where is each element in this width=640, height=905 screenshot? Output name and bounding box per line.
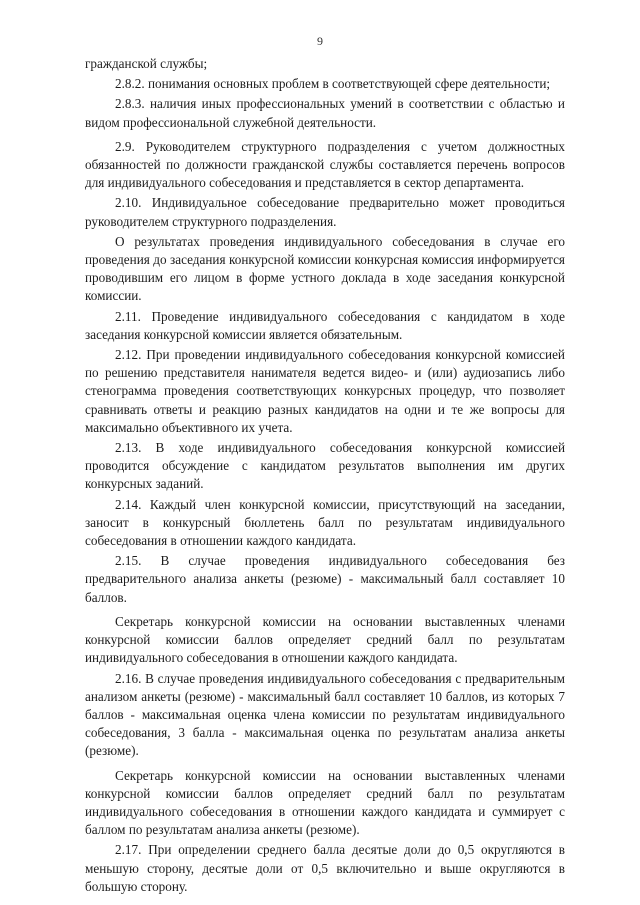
paragraph-2-13: 2.13. В ходе индивидуального собеседования конкурсной комиссией проводится обсуждение с кандидатом результатов выполнения им других конкурсных заданий.: [85, 440, 565, 492]
paragraph-2-15: 2.15. В случае проведения индивидуального собеседования без предварительного анализа анкеты (резюме) - максимальный балл составляет 10 баллов.: [85, 553, 565, 605]
paragraph-2-16: 2.16. В случае проведения индивидуального собеседования с предварительным анализом анкеты (резюме) - максимальный балл составляет 10 баллов, из которых 7 баллов - максимальная оценка члена комиссии по результатам индивидуального собеседования, 3 балла - максимальная оценка по результатам анализа анкеты (резюме).: [85, 670, 565, 759]
document-body: [85, 55, 565, 896]
paragraph-2-8-2: 2.8.2. понимания основных проблем в соответствующей сфере деятельности;: [115, 76, 551, 92]
paragraph-2-14: 2.14. Каждый член конкурсной комиссии, присутствующий на заседании, заносит в конкурсный бюллетень балл по результатам индивидуального собеседования в отношении каждого кандидата.: [85, 496, 565, 549]
paragraph-2-8-3: 2.8.3. наличия иных профессиональных умений в соответствии с областью и видом профессиональной служебной деятельности.: [85, 96, 565, 130]
paragraph-2-11: 2.11. Проведение индивидуального собеседования с кандидатом в ходе заседания конкурсной комиссии является обязательным.: [85, 308, 565, 342]
paragraph-2-9: 2.9. Руководителем структурного подразделения с учетом должностных обязанностей по должности гражданской службы составляется перечень вопросов для индивидуального собеседования и представляется в сектор департамента.: [85, 138, 565, 191]
paragraph-2-12: 2.12. При проведении индивидуального собеседования конкурсной комиссией по решению представителя нанимателя ведется видео- и (или) аудиозапись либо стенограмма проведения соответствующих конкурсных процедур, что позволяет сравнивать ответы и реакцию разных кандидатов на одни и те же вопросы для максимально объективного их учета.: [85, 347, 565, 435]
paragraph-2-10: 2.10. Индивидуальное собеседование предварительно может проводиться руководителем структурного подразделения.: [85, 195, 565, 229]
paragraph-2-17: 2.17. При определении среднего балла десятые доли до 0,5 округляются в меньшую сторону, десятые доли от 0,5 включительно и выше округляются в большую сторону.: [85, 842, 565, 894]
paragraph-2-10-results: О результатах проведения индивидуального собеседования в случае его проведения до заседания конкурсной комиссии конкурсная комиссия информируется проводившим его лицом в форме устного доклада в ходе заседания конкурсной комиссии.: [85, 233, 565, 304]
paragraph-continuation: гражданской службы;: [85, 56, 208, 71]
page-number: 9: [317, 34, 323, 48]
paragraph-2-16-secretary: Секретарь конкурсной комиссии на основании выставленных членами конкурсной комиссии баллов определяет средний балл по результатам индивидуального собеседования в отношении каждого кандидата и суммирует с баллом по результатам анализа анкеты (резюме).: [85, 767, 565, 838]
paragraph-2-15-secretary: Секретарь конкурсной комиссии на основании выставленных членами конкурсной комиссии баллов определяет средний балл по результатам индивидуального собеседования в отношении каждого кандидата.: [85, 613, 565, 666]
